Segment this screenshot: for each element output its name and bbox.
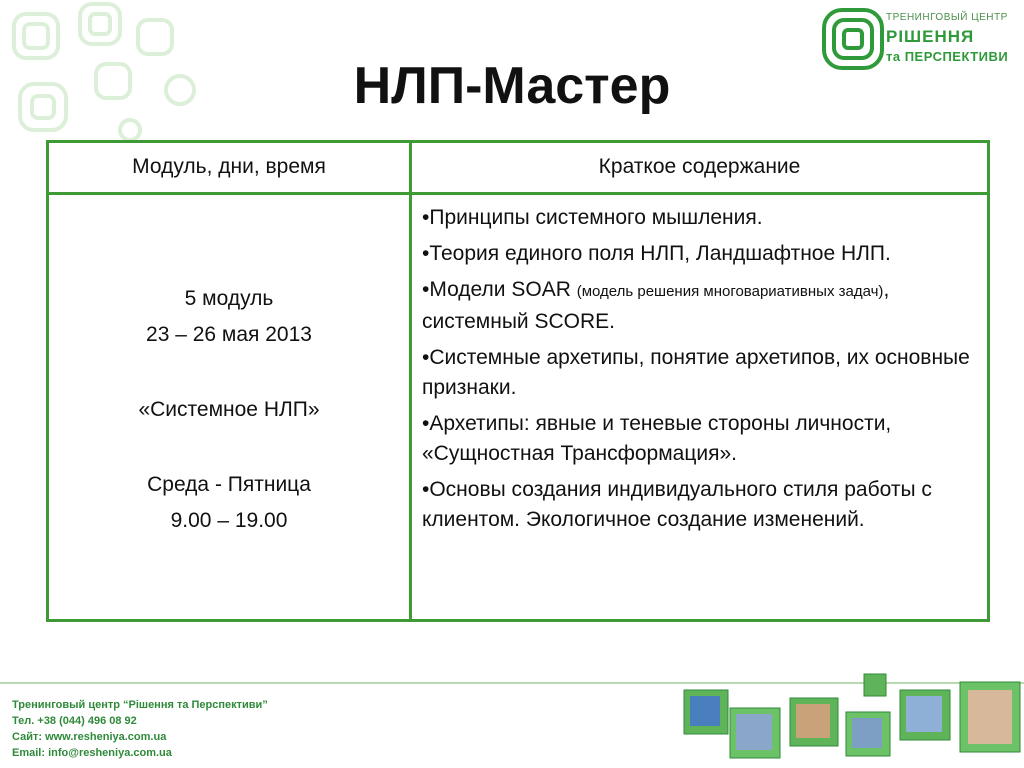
footer-contacts <box>12 697 268 761</box>
list-item: •Теория единого поля НЛП, Ландшафтное НЛП. <box>422 242 891 265</box>
list-item: •Архетипы: явные и теневые стороны личности, «Сущностная Трансформация». <box>422 412 892 465</box>
logo-line1: ТРЕНИНГОВЫЙ ЦЕНТР <box>886 12 1008 23</box>
module-info <box>49 195 409 619</box>
content-list <box>422 203 982 541</box>
list-item: •Основы создания индивидуального стиля работы с клиентом. Экологичное создание изменений. <box>422 478 932 531</box>
logo-line2: РІШЕННЯ <box>886 27 975 46</box>
footer-site: Сайт: www.resheniya.com.ua <box>12 731 167 743</box>
schedule-table <box>46 140 990 622</box>
module-number: 5 модуль <box>184 287 274 310</box>
module-time: 9.00 – 19.00 <box>170 509 288 532</box>
module-name: «Системное НЛП» <box>138 398 320 421</box>
footer-email: Email: info@resheniya.com.ua <box>12 747 172 759</box>
list-item-main: •Модели SOAR <box>422 278 571 301</box>
header-module: Модуль, дни, время <box>132 155 326 178</box>
module-dates: 23 – 26 мая 2013 <box>146 323 312 346</box>
list-item: •Принципы системного мышления. <box>422 206 763 229</box>
module-days: Среда - Пятница <box>147 473 311 496</box>
decorative-cubes-image <box>650 668 1024 768</box>
header-content: Краткое содержание <box>598 155 801 178</box>
column-divider <box>409 143 412 619</box>
footer-phone: Тел. +38 (044) 496 08 92 <box>12 715 137 727</box>
list-item-tail: , системный SCORE. <box>422 278 890 333</box>
list-item-note: (модель решения многовариативных задач) <box>576 283 884 300</box>
list-item: •Системные архетипы, понятие архетипов, их основные признаки. <box>422 346 970 399</box>
footer-company: Тренинговый центр “Рішення та Перспективи” <box>12 699 268 711</box>
list-item <box>422 275 982 337</box>
slide-title: НЛП-Мастер <box>353 57 671 115</box>
logo-line3: та ПЕРСПЕКТИВИ <box>886 49 1009 64</box>
